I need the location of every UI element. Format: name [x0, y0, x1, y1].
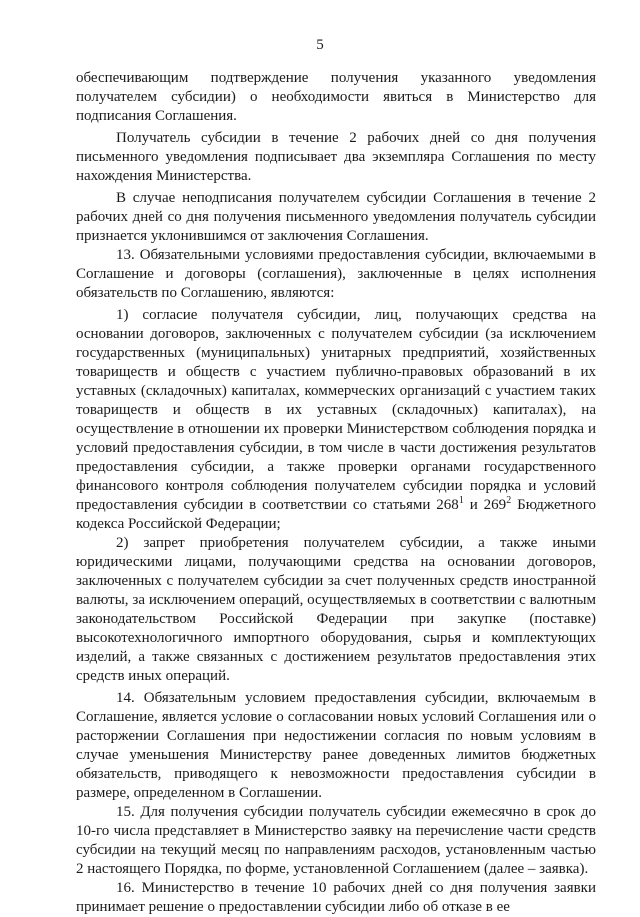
document-body: [76, 69, 596, 917]
page-number: 5: [316, 37, 324, 53]
article-269-superscript: 2: [506, 495, 512, 506]
item-1-text-mid: и 269: [463, 497, 507, 513]
paragraph-16-decision: 16. Министерство в течение 10 рабочих дней со дня получения заявки принимает решение о предоставлении субсидии либо об отказе в ее: [76, 880, 596, 915]
item-1-text: 1) согласие получателя субсидии, лиц, получающих средства на основании договоров, заключенных с получателем субсидии (за исключением государственных (муниципальных) унитарных предприятий, хозяйственных товариществ и обществ с участием публично-правовых образований в их уставных (складочных) капиталах, коммерческих организаций с участием таких товариществ и обществ в их уставных (складочных) капиталах), на осуществление в отношении их проверки Министерством соблюдения порядка и условий предоставления субсидии, в том числе в части достижения результатов предоставления субсидии, а также проверки органами государственного финансового контроля соблюдения получателем субсидии порядка и условий предоставления субсидии в соответствии со статьями 268: [76, 307, 596, 513]
paragraph-15-application: 15. Для получения субсидии получатель субсидии ежемесячно в срок до 10-го числа представляет в Министерство заявку на перечисление части средств субсидии на текущий месяц по направлениям расходов, установленным частью 2 настоящего Порядка, по форме, установленной Соглашением (далее – заявка).: [76, 804, 596, 877]
paragraph-13-mandatory-conditions: 13. Обязательными условиями предоставления субсидии, включаемыми в Соглашение и договоры (соглашения), заключенные в целях исполнения обязательств по Соглашению, являются:: [76, 247, 596, 301]
paragraph-continuation: обеспечивающим подтверждение получения указанного уведомления получателем субсидии) о необходимости явиться в Министерство для подписания Соглашения.: [76, 70, 596, 124]
paragraph-13-item-2-prohibition: 2) запрет приобретения получателем субсидии, а также иными юридическими лицами, получающими средства на основании договоров, заключенных с получателем субсидии за счет полученных средств иностранной валюты, за исключением операций, осуществляемых в соответствии с валютным законодательством Российской Федерации при закупке (поставке) высокотехнологичного импортного оборудования, сырья и комплектующих изделий, а также связанных с достижением результатов предоставления этих средств иных операций.: [76, 535, 596, 684]
paragraph-13-item-1-consent: [76, 306, 596, 534]
paragraph-signing-term: Получатель субсидии в течение 2 рабочих дней со дня получения письменного уведомления подписывает два экземпляра Соглашения по месту нахождения Министерства.: [76, 130, 596, 184]
paragraph-refusal-to-sign: В случае неподписания получателем субсидии Соглашения в течение 2 рабочих дней со дня получения письменного уведомления получатель субсидии признается уклонившимся от заключения Соглашения.: [76, 190, 596, 244]
paragraph-14-agreement-condition: 14. Обязательным условием предоставления субсидии, включаемым в Соглашение, является условие о согласовании новых условий Соглашения или о расторжении Соглашения при недостижении согласия по новым условиям в случае уменьшения Министерству ранее доведенных лимитов бюджетных обязательств, приводящего к невозможности предоставления субсидии в размере, определенном в Соглашении.: [76, 690, 596, 801]
item-1-text-end: Бюджетного кодекса Российской Федерации;: [76, 497, 596, 532]
article-268-superscript: 1: [458, 495, 464, 506]
